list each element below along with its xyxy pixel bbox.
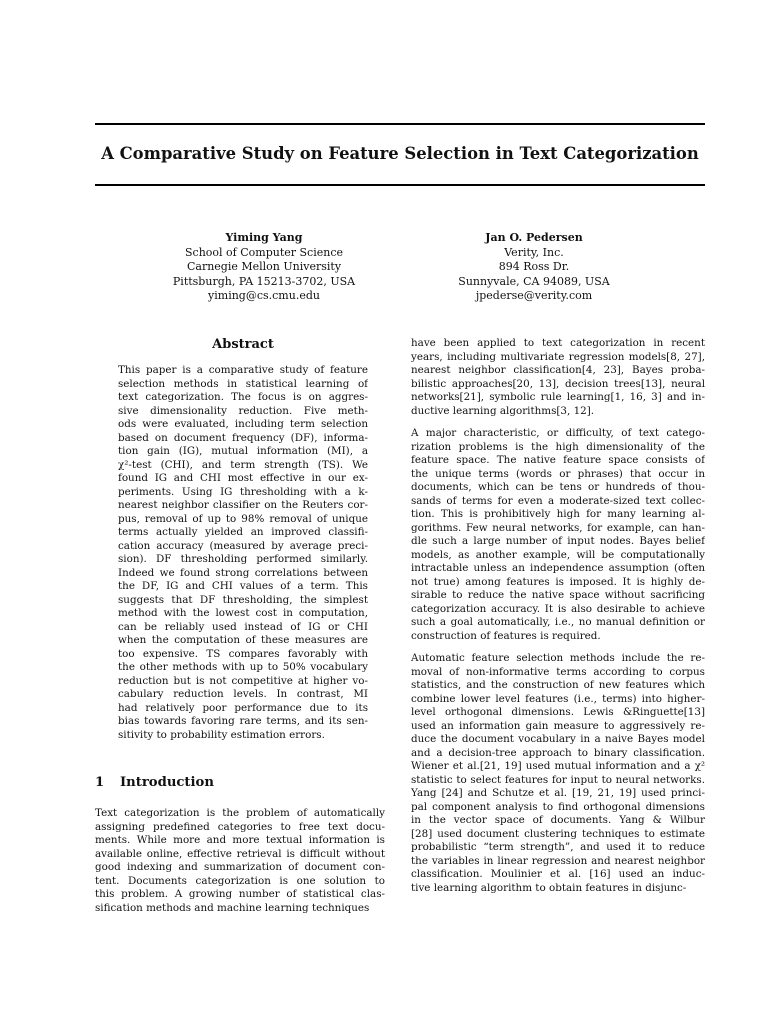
text-line: when the computation of these measures are [118, 634, 368, 646]
text-line: sands of terms for even a moderate-sized text collec- [411, 494, 705, 507]
text-line: periments. Using IG thresholding with a k- [118, 485, 368, 498]
text-line: gorithms. Few neural networks, for example, can han- [411, 521, 705, 534]
text-line: based on document frequency (DF), informa- [118, 431, 368, 444]
section-heading-introduction [95, 774, 385, 792]
title-rule-bottom [95, 184, 705, 186]
text-line: level orthogonal dimensions. Lewis &Ringuette[13] [411, 706, 705, 718]
text-line: tion. This is prohibitively high for many learning al- [411, 508, 705, 520]
text-line: χ²-test (CHI), and term strength (TS). We [118, 458, 368, 471]
text-line: reduction but is not competitive at higher vo- [118, 674, 368, 687]
text-line: A major characteristic, or difficulty, of text catego- [411, 427, 705, 439]
author-email: yiming@cs.cmu.edu [208, 289, 320, 302]
text-line: this problem. A growing number of statistical clas- [95, 888, 385, 900]
text-line: Yang [24] and Schutze et al. [19, 21, 19] used princi- [411, 787, 705, 799]
text-line: feature space. The native feature space consists of [411, 454, 705, 466]
text-line: pus, removal of up to 98% removal of unique [118, 512, 368, 525]
author-affiliation-line: 894 Ross Dr. [498, 260, 570, 273]
abstract-body [118, 364, 368, 742]
text-line: the other methods with up to 50% vocabulary [118, 661, 368, 673]
text-line: nearest neighbor classification[4, 23], Bayes proba- [411, 364, 705, 376]
text-line: sive dimensionality reduction. Five meth- [118, 404, 368, 417]
text-line: the unique terms (words or phrases) that occur in [411, 467, 705, 480]
text-line: classification. Moulinier et al. [16] used an induc- [411, 868, 705, 880]
text-line: had relatively poor performance due to its [118, 701, 368, 714]
title-rule-top [95, 123, 705, 125]
section-title: Introduction [120, 775, 214, 790]
text-line: tent. Documents categorization is one solution to [95, 874, 385, 887]
text-line: terms actually yielded an improved classifi- [118, 526, 368, 538]
text-line: tion gain (IG), mutual information (MI), a [118, 445, 368, 457]
text-line: have been applied to text categorization in recent [411, 337, 705, 349]
text-line: cabulary reduction levels. In contrast, MI [118, 688, 368, 700]
author-email: jpederse@verity.com [475, 289, 593, 302]
introduction-body [95, 807, 385, 915]
right-column-body [411, 337, 705, 904]
author-block-yang [166, 231, 362, 304]
text-line: selection methods in statistical learning of [118, 377, 368, 390]
text-line: Text categorization is the problem of automatically [95, 807, 385, 819]
author-affiliation-line: School of Computer Science [185, 245, 343, 259]
text-line: not true) among features is imposed. It is highly de- [411, 575, 705, 588]
text-line: Automatic feature selection methods include the re- [411, 652, 705, 664]
paragraph [411, 337, 705, 418]
text-line: used an information gain measure to aggressively re- [411, 719, 705, 732]
text-line: categorization accuracy. It is also desirable to achieve [411, 602, 705, 615]
text-line: the DF, IG and CHI values of a term. This [118, 580, 368, 592]
text-line: construction of features is required. [411, 629, 601, 642]
paragraph [411, 652, 705, 895]
text-line: probabilistic “term strength”, and used it to reduce [411, 841, 705, 853]
text-line: good indexing and summarization of document con- [95, 861, 385, 873]
paragraph [411, 427, 705, 643]
text-line: the variables in linear regression and nearest neighbor [411, 854, 705, 867]
author-affiliation-line: Pittsburgh, PA 15213-3702, USA [172, 274, 356, 288]
text-line: sification methods and machine learning techniques [95, 901, 370, 914]
text-line: [28] used document clustering techniques to estimate [411, 827, 705, 840]
text-line: method with the lowest cost in computation, [118, 607, 368, 619]
text-line: found IG and CHI most effective in our ex- [118, 472, 368, 484]
text-line: tive learning algorithm to obtain features in disjunc- [411, 881, 687, 894]
text-line: text categorization. The focus is on aggres- [118, 391, 368, 403]
text-line: cation accuracy (measured by average preci- [118, 539, 368, 552]
text-line: documents, which can be tens or hundreds of thou- [411, 481, 705, 493]
text-line: sitivity to probability estimation errors. [118, 728, 325, 741]
author-affiliation-line: Sunnyvale, CA 94089, USA [458, 274, 610, 288]
text-line: statistics, and the construction of new features which [411, 679, 705, 691]
text-line: sirable to reduce the native space without sacrificing [411, 589, 705, 601]
author-name: Jan O. Pedersen [485, 231, 583, 244]
text-line: intractable unless an independence assumption (often [411, 562, 705, 574]
abstract-heading: Abstract [212, 337, 274, 352]
text-line: and a decision-tree approach to binary classification. [411, 746, 705, 759]
text-line: suggests that DF thresholding, the simplest [118, 593, 368, 606]
text-line: ments. While more and more textual information is [95, 834, 385, 846]
text-line: Indeed we found strong correlations between [118, 566, 368, 579]
text-line: bias towards favoring rare terms, and its sen- [118, 715, 368, 727]
text-line: networks[21], symbolic rule learning[1, 16, 3] and in- [411, 391, 705, 403]
text-line: can be reliably used instead of IG or CHI [118, 620, 368, 633]
text-line: statistic to select features for input to neural networks. [411, 773, 705, 786]
text-line: nearest neighbor classifier on the Reuters cor- [118, 499, 368, 511]
text-line: ductive learning algorithms[3, 12]. [411, 404, 595, 417]
text-line: in the vector space of documents. Yang & Wilbur [411, 814, 705, 826]
text-line: assigning predefined categories to free text docu- [95, 820, 385, 833]
text-line: models, as another example, will be computationally [411, 548, 705, 561]
author-name: Yiming Yang [225, 231, 303, 244]
text-line: moval of non-informative terms according to corpus [411, 665, 705, 678]
text-line: dle such a large number of input nodes. Bayes belief [411, 535, 705, 547]
text-line: years, including multivariate regression models[8, 27], [411, 350, 705, 363]
author-affiliation-line: Verity, Inc. [504, 245, 564, 259]
author-affiliation-line: Carnegie Mellon University [186, 260, 342, 273]
text-line: sion). DF thresholding performed similarly. [118, 553, 368, 565]
text-line: pal component analysis to find orthogonal dimensions [411, 800, 705, 813]
text-line: ods were evaluated, including term selection [118, 418, 368, 430]
text-line: available online, effective retrieval is difficult without [95, 847, 385, 860]
section-number: 1 [95, 775, 105, 790]
paper-title: A Comparative Study on Feature Selection in Text Categorization [101, 144, 699, 163]
text-line: This paper is a comparative study of feature [118, 364, 368, 376]
author-block-pedersen [420, 231, 648, 304]
text-line: combine lower level features (i.e., terms) into higher- [411, 692, 705, 705]
text-line: rization problems is the high dimensionality of the [411, 440, 705, 453]
text-line: bilistic approaches[20, 13], decision trees[13], neural [411, 377, 705, 390]
text-line: such a goal automatically, i.e., no manual definition or [411, 616, 705, 628]
text-line: duce the document vocabulary in a naive Bayes model [411, 733, 705, 745]
text-line: Wiener et al.[21, 19] used mutual information and a χ² [411, 760, 705, 772]
text-line: too expensive. TS compares favorably with [118, 647, 368, 660]
